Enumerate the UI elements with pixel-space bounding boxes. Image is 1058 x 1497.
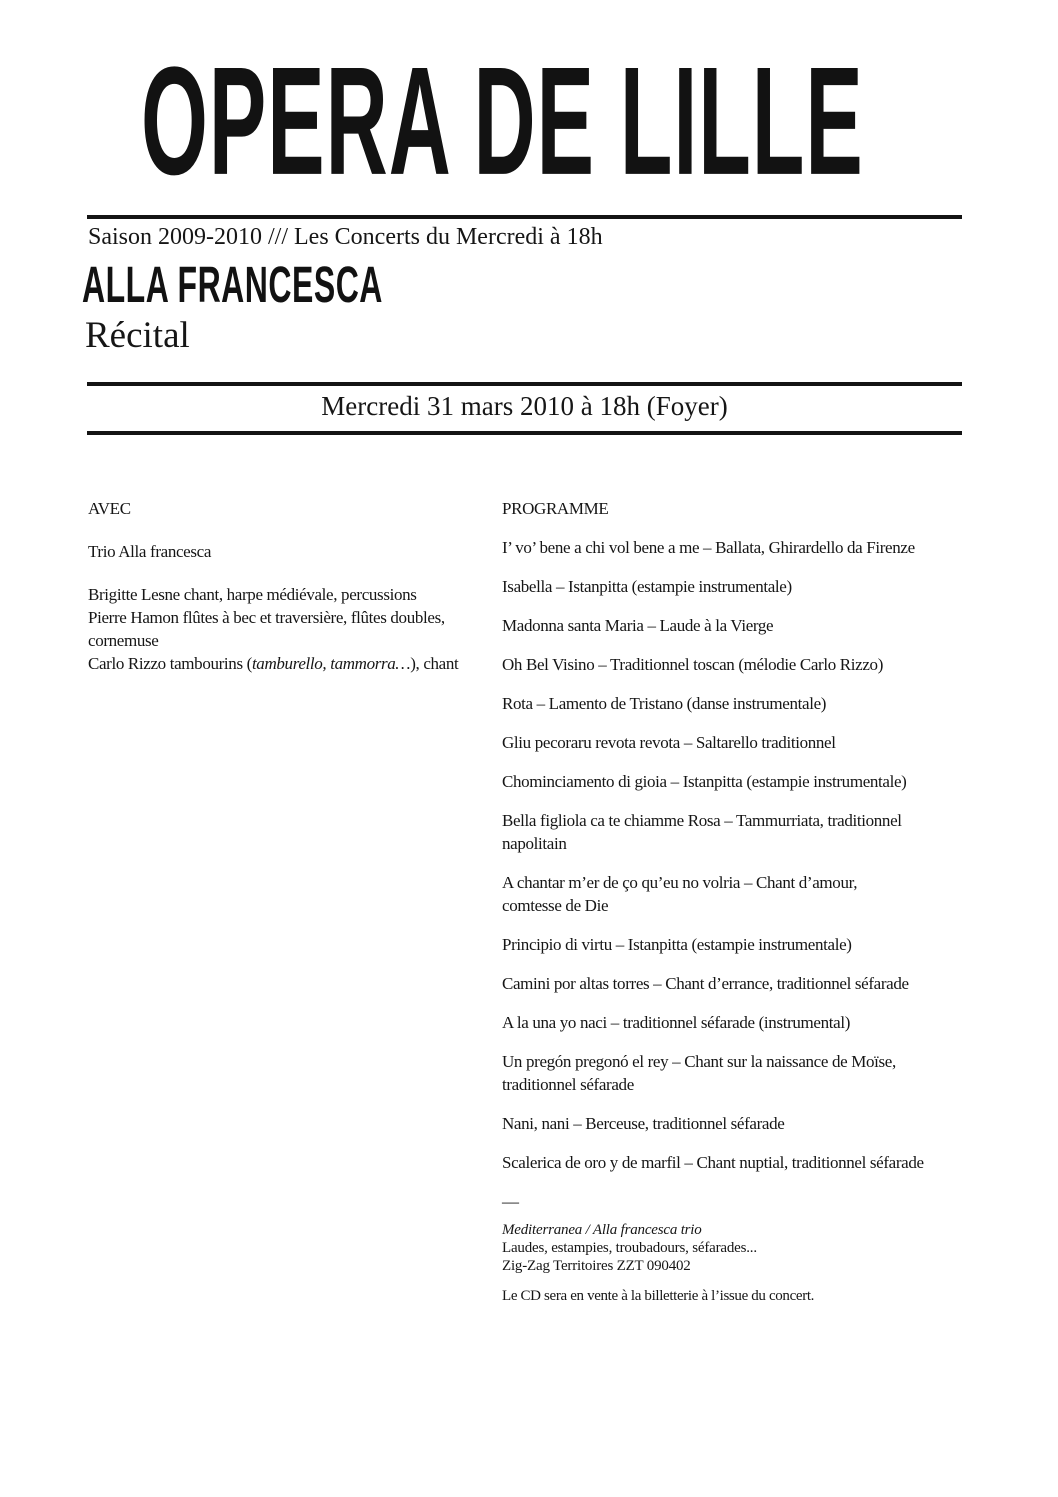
programme-item: [502, 871, 962, 917]
programme-item-line: Nani, nani – Berceuse, traditionnel séfarade: [502, 1114, 785, 1133]
date-band-bottom-divider: [87, 431, 962, 435]
programme-item-line: Chominciamento di gioia – Istanpitta (estampie instrumentale): [502, 772, 907, 791]
performer-line-text: ), chant: [410, 654, 459, 673]
programme-item: [502, 972, 962, 995]
masthead-divider: [87, 215, 962, 219]
programme-item: [502, 536, 962, 559]
programme-item-line: Un pregón pregonó el rey – Chant sur la naissance de Moïse,: [502, 1052, 896, 1071]
programme-item: [502, 575, 962, 598]
programme-item-line: Madonna santa Maria – Laude à la Vierge: [502, 616, 774, 635]
cd-sale-note: Le CD sera en vente à la billetterie à l’issue du concert.: [502, 1288, 815, 1304]
programme-item: [502, 809, 962, 855]
programme-item: [502, 1050, 962, 1096]
cd-description: Laudes, estampies, troubadours, séfarades...: [502, 1240, 757, 1256]
concert-subtitle: Récital: [85, 315, 190, 356]
season-line: Saison 2009-2010 /// Les Concerts du Mercredi à 18h: [88, 224, 603, 250]
programme-item: [502, 1151, 962, 1174]
programme-item: [502, 1011, 962, 1034]
programme-item-line: I’ vo’ bene a chi vol bene a me – Ballata, Ghirardello da Firenze: [502, 538, 915, 557]
footer-separator-dash: —: [502, 1192, 519, 1211]
programme-item-line: A chantar m’er de ço qu’eu no volria – Chant d’amour,: [502, 873, 858, 892]
programme-item-line: Scalerica de oro y de marfil – Chant nuptial, traditionnel séfarade: [502, 1153, 924, 1172]
performers-list: [88, 583, 498, 675]
programme-item: [502, 653, 962, 676]
instruments-italic: tamburello, tammorra…: [251, 654, 411, 673]
programme-item-line: Oh Bel Visino – Traditionnel toscan (mélodie Carlo Rizzo): [502, 655, 884, 674]
performers-column: [88, 497, 498, 691]
opera-de-lille-logo: OPERA DE LILLE: [141, 36, 864, 208]
cd-reference-block: [502, 1221, 962, 1275]
programme-item-line: Camini por altas torres – Chant d’errance, traditionnel séfarade: [502, 974, 909, 993]
programme-item: [502, 731, 962, 754]
performer-line-text: Carlo Rizzo tambourins (: [88, 654, 252, 673]
programme-item-line: Gliu pecoraru revota revota – Saltarello traditionnel: [502, 733, 836, 752]
programme-item-line: Principio di virtu – Istanpitta (estampie instrumentale): [502, 935, 852, 954]
programme-item-line: napolitain: [502, 834, 567, 853]
date-band-top-divider: [87, 382, 962, 386]
programme-item: [502, 614, 962, 637]
programme-item: [502, 1112, 962, 1135]
cd-label-reference: Zig-Zag Territoires ZZT 090402: [502, 1258, 691, 1274]
cd-title: Mediterranea / Alla francesca trio: [502, 1222, 702, 1238]
programme-item: [502, 770, 962, 793]
programme-heading: PROGRAMME: [502, 499, 609, 518]
programme-item-line: Bella figliola ca te chiamme Rosa – Tammurriata, traditionnel: [502, 811, 902, 830]
programme-item-line: Isabella – Istanpitta (estampie instrumentale): [502, 577, 792, 596]
programme-item-line: A la una yo naci – traditionnel séfarade (instrumental): [502, 1013, 851, 1032]
ensemble-name: Trio Alla francesca: [88, 542, 212, 561]
performer-line: Brigitte Lesne chant, harpe médiévale, percussions: [88, 585, 417, 604]
programme-item-line: Rota – Lamento de Tristano (danse instrumentale): [502, 694, 827, 713]
programme-item: [502, 933, 962, 956]
programme-column: [502, 497, 962, 1321]
programme-item-line: comtesse de Die: [502, 896, 609, 915]
performer-line: [88, 652, 498, 675]
performer-line: Pierre Hamon flûtes à bec et traversière, flûtes doubles,: [88, 608, 445, 627]
programme-item: [502, 692, 962, 715]
concert-date-line: Mercredi 31 mars 2010 à 18h (Foyer): [321, 391, 728, 421]
programme-item-line: traditionnel séfarade: [502, 1075, 634, 1094]
avec-heading: AVEC: [88, 499, 131, 518]
performer-line: cornemuse: [88, 631, 159, 650]
ensemble-title: ALLA FRANCESCA: [82, 255, 383, 314]
